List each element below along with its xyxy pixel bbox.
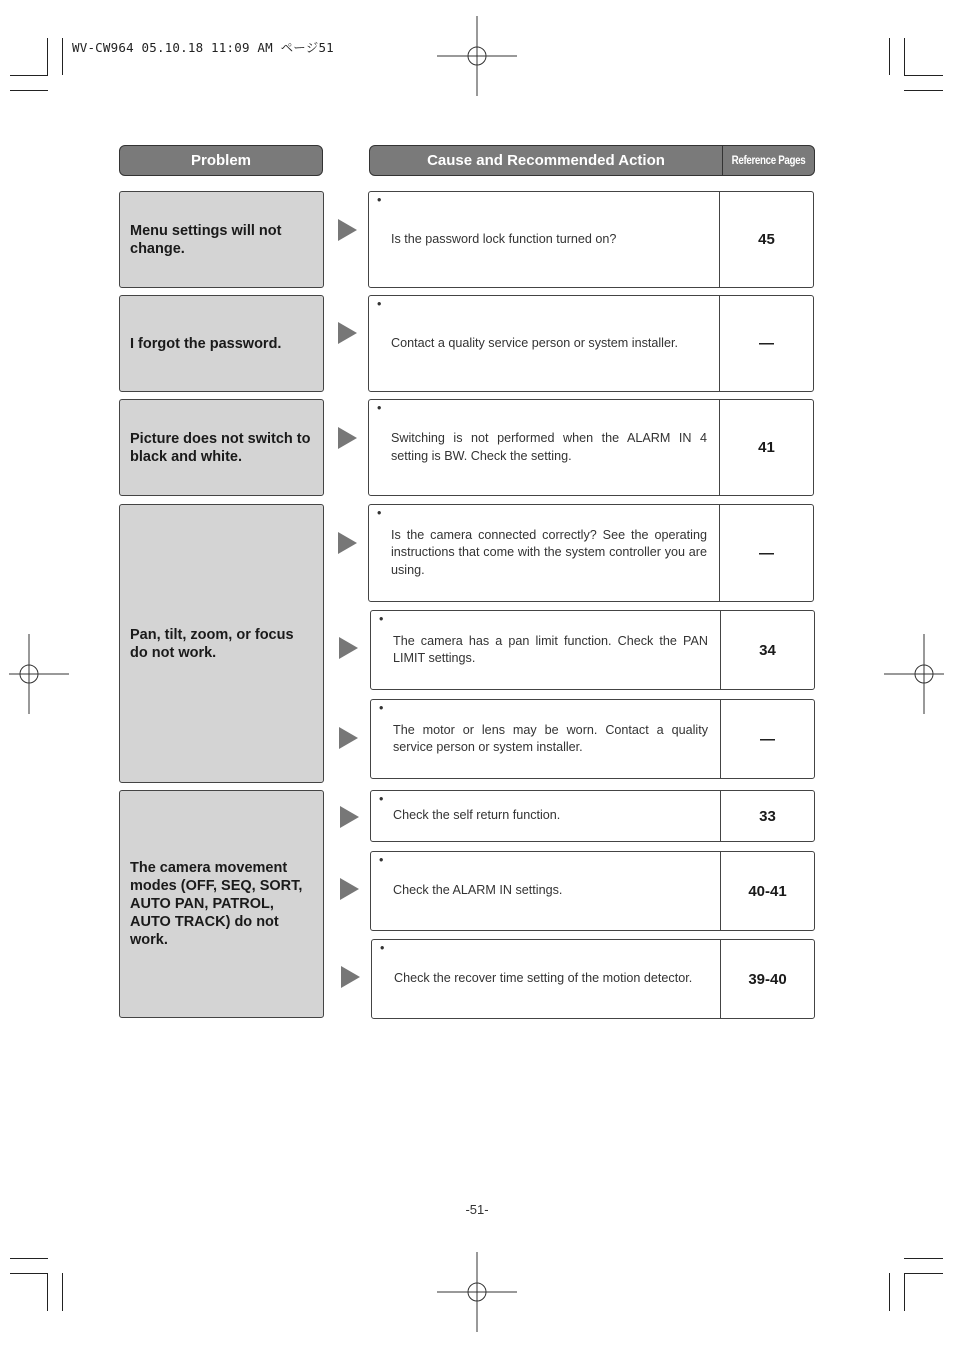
cause-row [370, 610, 815, 690]
problem-text: I forgot the password. [130, 335, 282, 352]
registration-mark-right-icon [884, 634, 954, 714]
reference-page: 34 [759, 641, 776, 659]
bullet: • [379, 853, 384, 867]
reference-page: 39-40 [748, 970, 787, 988]
arrow-icon [340, 878, 359, 900]
arrow-icon [341, 966, 360, 988]
reference-page: 33 [759, 807, 776, 825]
cause-header [369, 145, 815, 176]
arrow-icon [338, 532, 357, 554]
cause-text: Check the self return function. [393, 808, 561, 823]
arrow-icon [339, 637, 358, 659]
registration-mark-top-icon [437, 16, 517, 96]
reference-page: 40-41 [748, 882, 787, 900]
arrow-icon [338, 219, 357, 241]
cause-row [368, 504, 814, 602]
bullet: • [379, 792, 384, 806]
print-header: WV-CW964 05.10.18 11:09 AM ページ51 [72, 40, 334, 55]
cause-row [370, 699, 815, 779]
reference-page: 41 [758, 439, 775, 456]
reference-page: — [759, 544, 774, 562]
cause-row [368, 399, 814, 496]
cause-text: Is the camera connected correctly? See the operating instructions that come with the system controller you are using. [391, 527, 707, 577]
arrow-icon [339, 727, 358, 749]
reference-page: — [759, 335, 774, 352]
cause-text: Is the password lock function turned on? [391, 231, 617, 246]
cause-text: The motor or lens may be worn. Contact a quality service person or system installer. [393, 722, 708, 754]
reference-header-label: Reference Pages [731, 154, 806, 167]
cause-text: Switching is not performed when the ALARM IN 4 setting is BW. Check the setting. [391, 431, 707, 463]
bullet: • [377, 297, 382, 311]
problem-text: Pan, tilt, zoom, or focus do not work. [130, 626, 294, 661]
arrow-icon [338, 427, 357, 449]
cause-row [371, 939, 815, 1019]
page-number: -51- [465, 1202, 489, 1217]
cause-row [368, 191, 814, 288]
reference-page: — [760, 730, 775, 748]
arrow-icon [338, 322, 357, 344]
problem-text: Picture does not switch to black and white. [130, 430, 311, 465]
problem-cell [119, 399, 324, 496]
cause-row [370, 851, 815, 931]
cause-text: Contact a quality service person or system installer. [391, 335, 678, 350]
bullet: • [377, 401, 382, 415]
problem-cell [119, 295, 324, 392]
registration-mark-bottom-icon [437, 1252, 517, 1332]
bullet: • [380, 941, 385, 955]
cause-header-label: Cause and Recommended Action [370, 146, 723, 175]
reference-page: 45 [758, 231, 775, 248]
bullet: • [379, 612, 384, 626]
cause-text: Check the ALARM IN settings. [393, 883, 563, 898]
cause-row [370, 790, 815, 842]
bullet: • [379, 701, 384, 715]
cause-text: The camera has a pan limit function. Check the PAN LIMIT settings. [393, 633, 708, 665]
cause-text: Check the recover time setting of the motion detector. [394, 971, 693, 986]
registration-mark-left-icon [0, 634, 69, 714]
bullet: • [377, 506, 382, 520]
problem-cell [119, 504, 324, 783]
problem-cell [119, 790, 324, 1018]
arrow-icon [340, 806, 359, 828]
bullet: • [377, 193, 382, 207]
problem-header: Problem [119, 145, 323, 176]
problem-cell [119, 191, 324, 288]
problem-text: The camera movement modes (OFF, SEQ, SORT, AUTO PAN, PATROL, AUTO TRACK) do not work. [130, 860, 303, 948]
cause-row [368, 295, 814, 392]
problem-text: Menu settings will not change. [130, 222, 282, 257]
